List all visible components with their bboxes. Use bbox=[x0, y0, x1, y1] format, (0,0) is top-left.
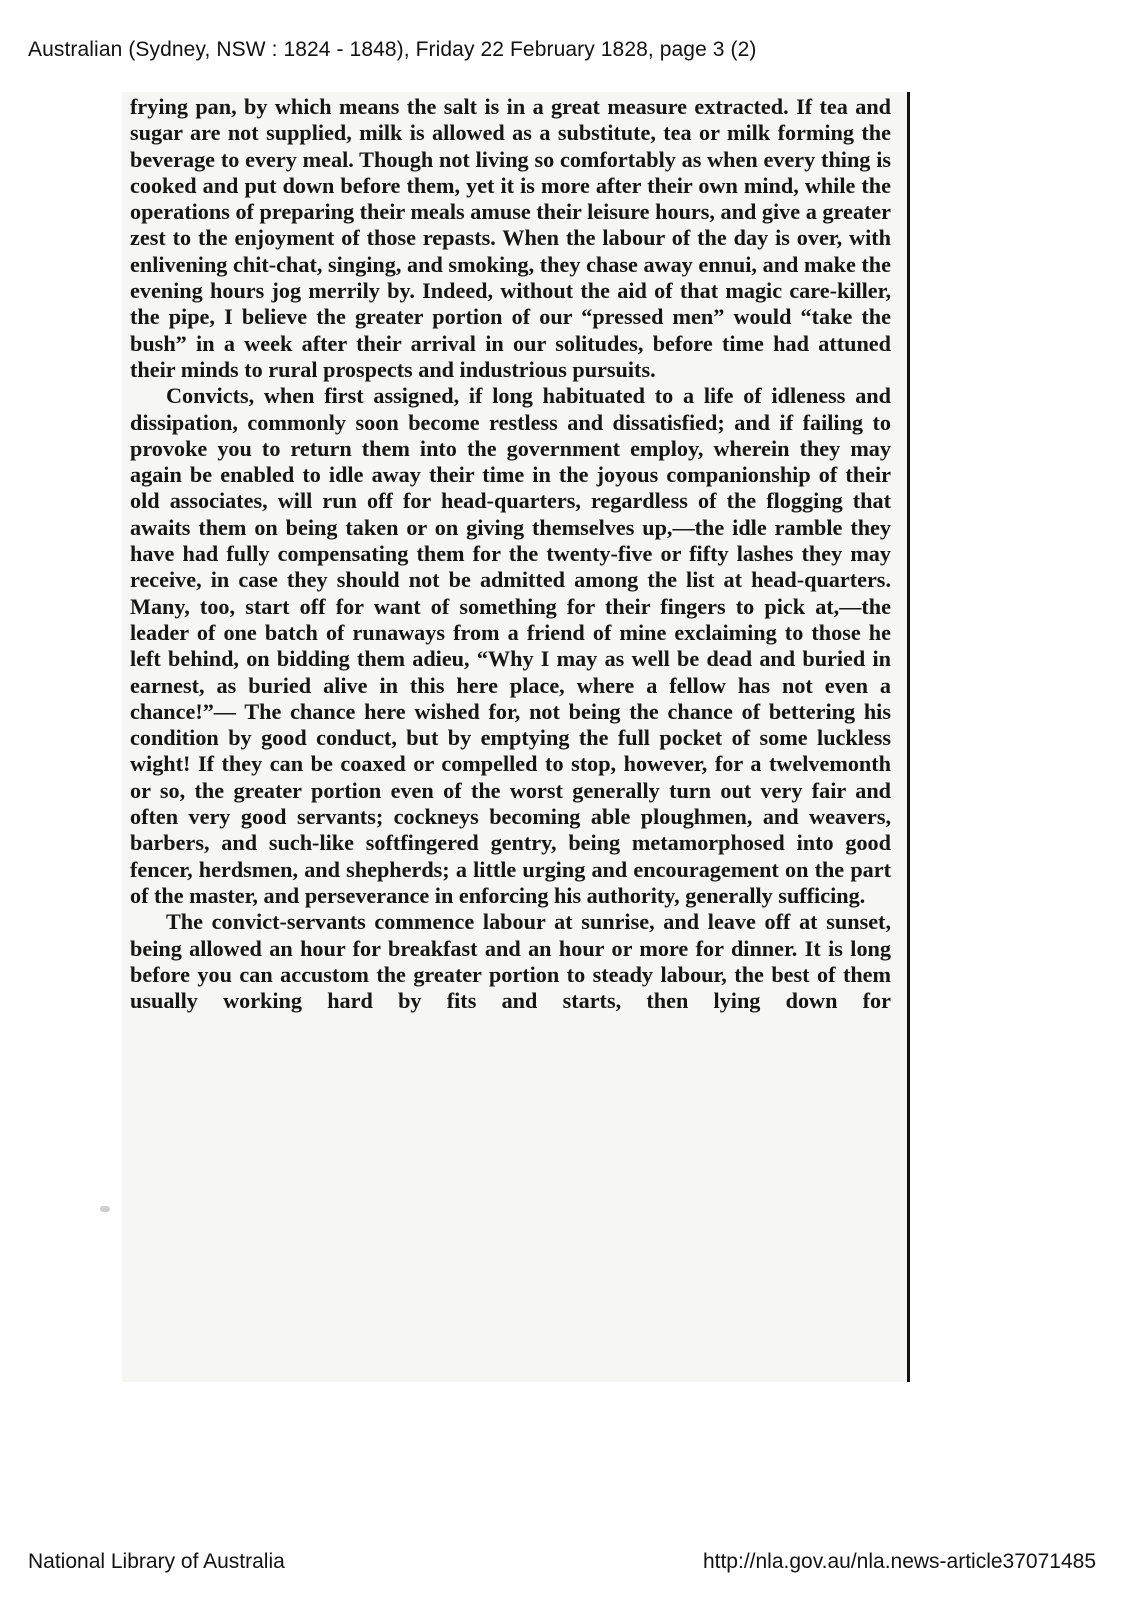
article-paragraph-2: Convicts, when first assigned, if long habituated to a life of idleness and dissipation, commonly soon become restless and dissatisfied; and if failing to provoke you to return them into the government employ, wherein they may again be enabled to idle away their time in the joyous companionship of their old associates, will run off for head-quarters, regardless of the flogging that awaits them on being taken or on giving themselves up,—the idle ramble they have had fully compensating them for the twenty-five or fifty lashes they may receive, in case they should not be admitted among the list at head-quarters. Many, too, start off for want of something for their fingers to pick at,—the leader of one batch of runaways from a friend of mine exclaiming to those he left behind, on bidding them adieu, “Why I may as well be dead and buried in earnest, as buried alive in this here place, where a fellow has not even a chance!”— The chance here wished for, not being the chance of bettering his condition by good conduct, but by emptying the full pocket of some luckless wight! If they can be coaxed or compelled to stop, however, for a twelvemonth or so, the greater portion even of the worst generally turn out very fair and often very good servants; cockneys becoming able ploughmen, and weavers, barbers, and such-like softfingered gentry, being metamorphosed into good fencer, herdsmen, and shepherds; a little urging and encouragement on the part of the master, and perseverance in enforcing his authority, generally sufficing. bbox=[130, 383, 891, 908]
article-body bbox=[122, 92, 907, 1014]
scan-smudge-mark bbox=[100, 1206, 110, 1212]
footer-source: National Library of Australia bbox=[28, 1550, 285, 1573]
footer-article-url[interactable]: http://nla.gov.au/nla.news-article37071485 bbox=[702, 1550, 1096, 1573]
newspaper-clipping bbox=[122, 92, 910, 1382]
article-paragraph-3: The convict-servants commence labour at sunrise, and leave off at sunset, being allowed an hour for breakfast and an hour or more for dinner. It is long before you can accustom the greater portion to steady labour, the best of them usually working hard by fits and starts, then lying down for bbox=[130, 909, 891, 1014]
article-paragraph-1: frying pan, by which means the salt is in a great measure extracted. If tea and sugar are not supplied, milk is allowed as a substitute, tea or milk forming the beverage to every meal. Though not living so comfortably as when every thing is cooked and put down before them, yet it is more after their own mind, while the operations of preparing their meals amuse their leisure hours, and give a greater zest to the enjoyment of those repasts. When the labour of the day is over, with enlivening chit-chat, singing, and smoking, they chase away ennui, and make the evening hours jog merrily by. Indeed, without the aid of that magic care-killer, the pipe, I believe the greater portion of our “pressed men” would “take the bush” in a week after their arrival in our solitudes, before time had attuned their minds to rural prospects and industrious pursuits. bbox=[130, 94, 891, 382]
article-citation-header: Australian (Sydney, NSW : 1824 - 1848), Friday 22 February 1828, page 3 (2) bbox=[28, 38, 757, 61]
